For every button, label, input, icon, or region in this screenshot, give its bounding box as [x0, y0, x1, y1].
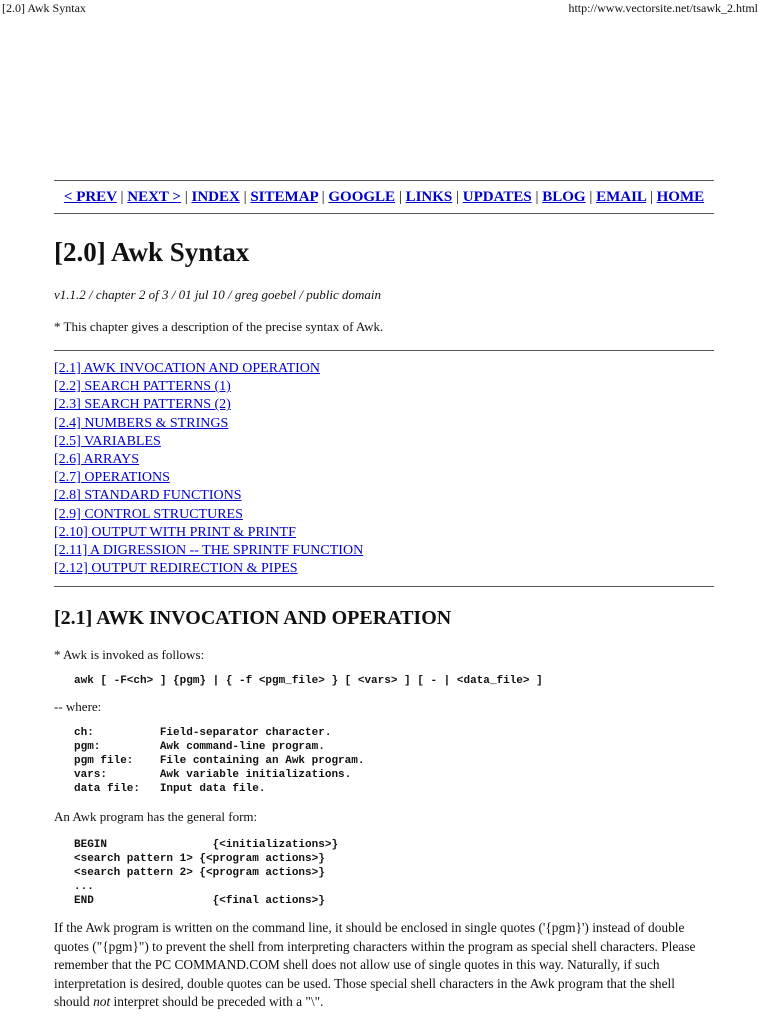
nav-link-prev[interactable]: < PREV	[63, 189, 117, 205]
quoting-paragraph	[54, 919, 714, 1012]
toc-item	[54, 451, 714, 469]
toc-link-2-8[interactable]: [2.8] STANDARD FUNCTIONS	[54, 488, 242, 504]
nav-separator: |	[398, 189, 402, 205]
nav-separator: |	[120, 189, 124, 205]
section-heading: [2.1] AWK INVOCATION AND OPERATION	[54, 607, 452, 630]
quoting-text-end: interpret should be preceded with a "\".	[110, 994, 324, 1010]
where-text: -- where:	[54, 699, 102, 715]
toc-item	[54, 469, 714, 487]
nav-link-email[interactable]: EMAIL	[596, 189, 647, 205]
toc-link-2-5[interactable]: [2.5] VARIABLES	[54, 433, 161, 449]
toc-link-2-10[interactable]: [2.10] OUTPUT WITH PRINT & PRINTF	[54, 524, 296, 540]
nav-link-home[interactable]: HOME	[656, 189, 705, 205]
nav-bottom-divider	[54, 213, 714, 214]
nav-separator: |	[456, 189, 460, 205]
toc-link-2-7[interactable]: [2.7] OPERATIONS	[54, 470, 170, 486]
nav-link-updates[interactable]: UPDATES	[462, 189, 532, 205]
toc-link-2-4[interactable]: [2.4] NUMBERS & STRINGS	[54, 415, 229, 431]
toc-bottom-divider	[54, 586, 714, 587]
page-content	[54, 180, 714, 1012]
toc-link-2-11[interactable]: [2.11] A DIGRESSION -- THE SPRINTF FUNCTION	[54, 543, 364, 559]
print-header-url: http://www.vectorsite.net/tsawk_2.html	[568, 1, 758, 15]
toc-link-2-12[interactable]: [2.12] OUTPUT REDIRECTION & PIPES	[54, 561, 298, 577]
toc-item	[54, 560, 714, 578]
invocation-intro: * Awk is invoked as follows:	[54, 647, 205, 663]
nav-link-sitemap[interactable]: SITEMAP	[250, 189, 318, 205]
toc-link-2-1[interactable]: [2.1] AWK INVOCATION AND OPERATION	[54, 361, 321, 376]
print-header	[0, 0, 768, 16]
nav-separator: |	[321, 189, 325, 205]
general-form-text: An Awk program has the general form:	[54, 809, 258, 825]
nav-link-index[interactable]: INDEX	[191, 189, 240, 205]
toc-item	[54, 506, 714, 524]
print-header-title: [2.0] Awk Syntax	[2, 1, 86, 15]
emphasis-not: not	[93, 994, 111, 1010]
nav-separator: |	[184, 189, 188, 205]
nav-link-google[interactable]: GOOGLE	[328, 189, 396, 205]
nav-separator: |	[649, 189, 653, 205]
toc-link-2-2[interactable]: [2.2] SEARCH PATTERNS (1)	[54, 379, 231, 395]
nav-separator: |	[243, 189, 247, 205]
toc-item	[54, 433, 714, 451]
nav-link-blog[interactable]: BLOG	[542, 189, 586, 205]
intro-text: * This chapter gives a description of the precise syntax of Awk.	[54, 319, 384, 334]
invocation-syntax-code: awk [ -F<ch> ] {pgm} | { -f <pgm_file> } [ <vars> ] [ - | <data_file> ]	[74, 675, 543, 688]
nav-separator: |	[589, 189, 593, 205]
toc-item	[54, 396, 714, 414]
quoting-text-start: If the Awk program is written on the command line, it should be enclosed in single quotes ('{pgm}') instead of double quotes ("{pgm}") to prevent the shell from interpreting characters within the program as special shell characters. Please remember that the PC COMMAND.COM shell does not allow use of single quotes in this way. Naturally, if such interpretation is desired, double quotes can be used. Those special shell characters in the Awk program that the shell should	[54, 920, 696, 1010]
page-title: [2.0] Awk Syntax	[54, 237, 250, 267]
toc-item	[54, 524, 714, 542]
toc-top-divider	[54, 350, 714, 351]
toc-item	[54, 415, 714, 433]
toc-link-2-6[interactable]: [2.6] ARRAYS	[54, 452, 140, 468]
toc-link-2-3[interactable]: [2.3] SEARCH PATTERNS (2)	[54, 397, 231, 413]
byline: v1.1.2 / chapter 2 of 3 / 01 jul 10 / greg goebel / public domain	[54, 287, 382, 302]
nav-bar	[54, 181, 714, 213]
toc-item	[54, 360, 714, 378]
nav-link-next[interactable]: NEXT >	[127, 189, 181, 205]
nav-link-links[interactable]: LINKS	[405, 189, 453, 205]
program-form-code: BEGIN {<initializations>} <search pattern 1> {<program actions>} <search pattern 2> {<program actions>} ... END {<final actions>}	[74, 839, 339, 908]
nav-separator: |	[535, 189, 539, 205]
parameter-list-code: ch: Field-separator character. pgm: Awk command-line program. pgm file: File containing an Awk program. vars: Awk variable initializations. data file: Input data file.	[74, 727, 365, 796]
toc-item	[54, 542, 714, 560]
toc-link-2-9[interactable]: [2.9] CONTROL STRUCTURES	[54, 506, 243, 522]
table-of-contents	[54, 360, 714, 578]
toc-item	[54, 378, 714, 396]
toc-item	[54, 487, 714, 505]
